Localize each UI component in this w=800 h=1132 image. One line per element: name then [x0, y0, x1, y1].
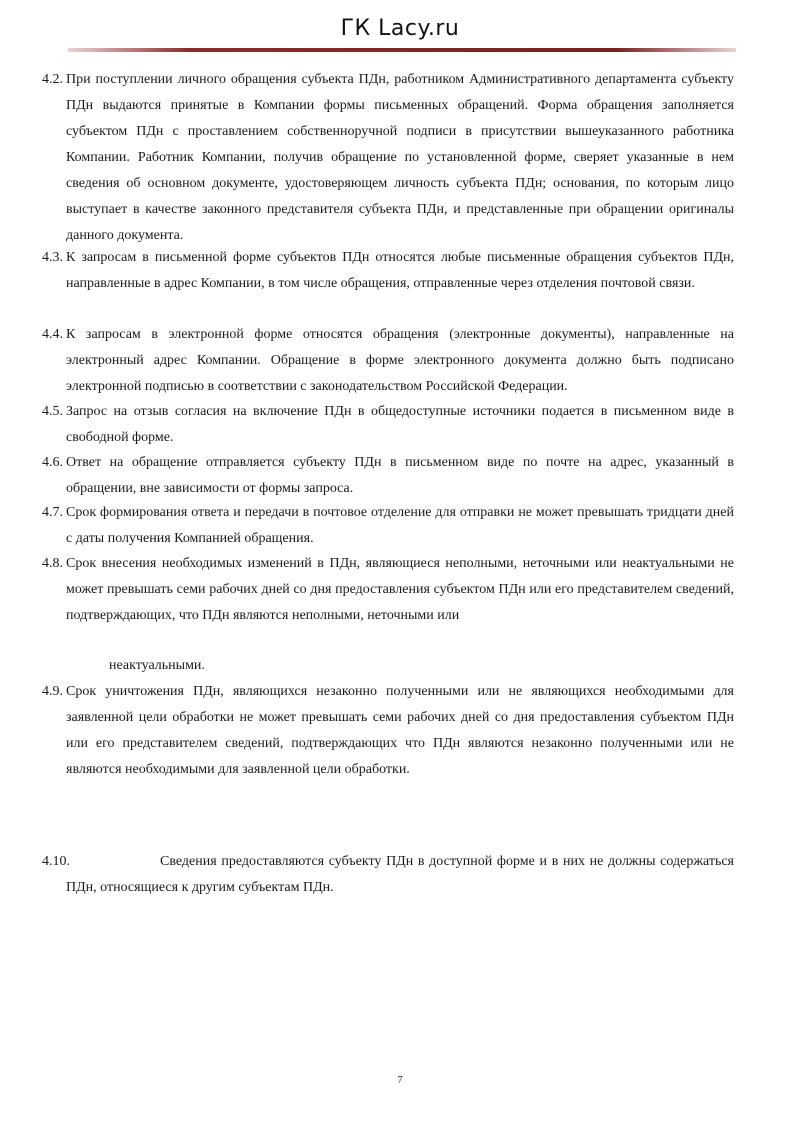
clause-number: 4.10.: [42, 854, 70, 869]
clause-text: При поступлении личного обращения субъекта ПДн, работником Административного департамента субъекту ПДн выдаются принятые в Компании формы письменных обращений. Форма обращения заполняется субъектом ПДн с проставлением собственноручной подписи в присутствии вышеуказанного работника Компании. Работник Компании, получив обращение по установленной форме, сверяет указанные в нем сведения об основном документе, удостоверяющем личность субъекта ПДн; основания, по которым лицо выступает в качестве законного представителя субъекта ПДн, и представленные при обращении оригиналы данного документа.: [66, 72, 734, 243]
clause-4-4: [42, 322, 734, 400]
page-header-title: ГК Lacy.ru: [340, 16, 460, 41]
header-divider: [68, 48, 736, 52]
clause-4-6: [42, 450, 734, 502]
clause-number: 4.6.: [42, 455, 63, 470]
clause-number: 4.9.: [42, 684, 63, 699]
page-number: 7: [397, 1074, 403, 1086]
clause-text: Сведения предоставляются субъекту ПДн в доступной форме и в них не должны содержаться ПДн, относящиеся к другим субъектам ПДн.: [66, 854, 734, 895]
clause-text: К запросам в электронной форме относятся обращения (электронные документы), направленные на электронный адрес Компании. Обращение в форме электронного документа должно быть подписано электронной подписью в соответствии с законодательством Российской Федерации.: [66, 327, 734, 394]
clause-4-10: [42, 849, 734, 901]
clause-4-9: [42, 679, 734, 783]
clause-4-2: [42, 67, 734, 249]
clause-number: 4.5.: [42, 404, 63, 419]
clause-text: Срок формирования ответа и передачи в почтовое отделение для отправки не может превышать тридцати дней с даты получения Компанией обращения.: [66, 505, 734, 546]
clause-4-5: [42, 399, 734, 451]
clause-number: 4.8.: [42, 556, 63, 571]
clause-4-7: [42, 500, 734, 552]
clause-text: Срок внесения необходимых изменений в ПДн, являющиеся неполными, неточными или неактуальными не может превышать семи рабочих дней со дня предоставления субъектом ПДн или его представителем сведений, подтверждающих, что ПДн являются неполными, неточными или: [66, 556, 734, 623]
clause-4-8-continuation: неактуальными.: [109, 658, 205, 673]
clause-text: Ответ на обращение отправляется субъекту ПДн в письменном виде по почте на адрес, указанный в обращении, вне зависимости от формы запроса.: [66, 455, 734, 496]
clause-number: 4.4.: [42, 327, 63, 342]
clause-number: 4.2.: [42, 72, 63, 87]
clause-4-8: [42, 551, 734, 629]
clause-number: 4.7.: [42, 505, 63, 520]
clause-4-3: [42, 245, 734, 297]
clause-number: 4.3.: [42, 250, 63, 265]
clause-text: Срок уничтожения ПДн, являющихся незаконно полученными или не являющихся необходимыми для заявленной цели обработки не может превышать семи рабочих дней со дня предоставления субъектом ПДн или его представителем сведений, подтверждающих что ПДн являются незаконно полученными или не являются необходимыми для заявленной цели обработки.: [66, 684, 734, 777]
clause-text: К запросам в письменной форме субъектов ПДн относятся любые письменные обращения субъектов ПДн, направленные в адрес Компании, в том числе обращения, отправленные через отделения почтовой связи.: [66, 250, 734, 291]
clause-text: Запрос на отзыв согласия на включение ПДн в общедоступные источники подается в письменном виде в свободной форме.: [66, 404, 734, 445]
